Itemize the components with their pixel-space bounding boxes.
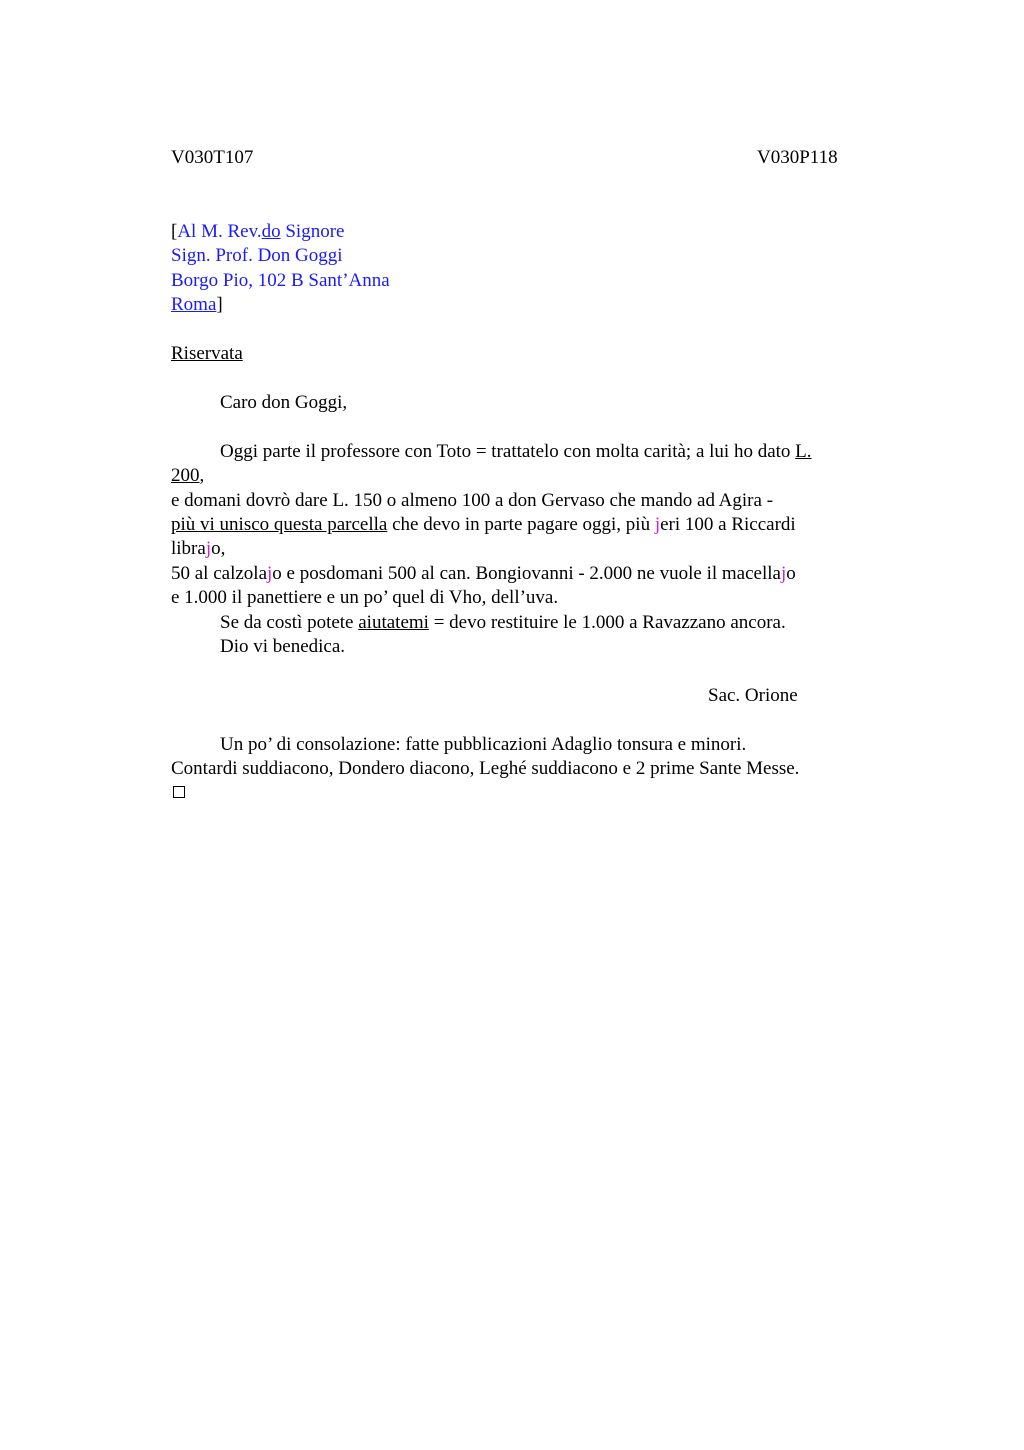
- document-code-left: V030T107: [171, 147, 254, 168]
- document-code-right: V030P118: [757, 147, 838, 168]
- body-line-5: librajo,: [171, 538, 226, 559]
- postscript-line-1: Un po’ di consolazione: fatte pubblicazioni Adaglio tonsura e minori.: [220, 734, 747, 755]
- address-line-4: Roma]: [171, 294, 223, 315]
- body-line-1: Oggi parte il professore con Toto = trattatelo con molta carità; a lui ho dato L.: [220, 441, 812, 462]
- postscript-line-2: Contardi suddiacono, Dondero diacono, Leghé suddiacono e 2 prime Sante Messe.: [171, 758, 800, 779]
- address-line-2: Sign. Prof. Don Goggi: [171, 245, 343, 266]
- body-line-7: e 1.000 il panettiere e un po’ quel di Vho, dell’uva.: [171, 587, 559, 608]
- body-line-8: Se da costì potete aiutatemi = devo restituire le 1.000 a Ravazzano ancora.: [220, 612, 786, 633]
- address-line-1: [Al M. Rev.do Signore: [171, 221, 345, 242]
- address-line-3: Borgo Pio, 102 B Sant’Anna: [171, 270, 390, 291]
- signature: Sac. Orione: [708, 685, 798, 706]
- body-line-9: Dio vi benedica.: [220, 636, 346, 657]
- body-line-4: più vi unisco questa parcella che devo in parte pagare oggi, più jeri 100 a Riccardi: [171, 514, 796, 535]
- riservata-label: Riservata: [171, 343, 243, 364]
- end-box-icon: [173, 786, 185, 798]
- salutation: Caro don Goggi,: [220, 392, 348, 413]
- body-line-2: 200,: [171, 465, 205, 486]
- body-line-3: e domani dovrò dare L. 150 o almeno 100 a don Gervaso che mando ad Agira -: [171, 490, 774, 511]
- body-line-6: 50 al calzolajo e posdomani 500 al can. Bongiovanni - 2.000 ne vuole il macellajo: [171, 563, 796, 584]
